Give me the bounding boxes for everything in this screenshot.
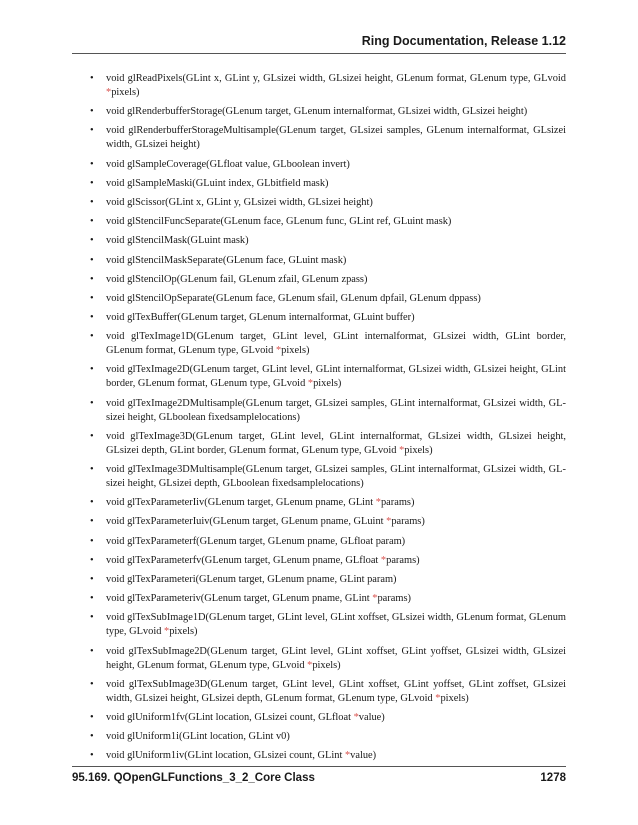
bullet-icon: • (90, 554, 94, 566)
function-signature: void glTexImage2DMultisample(GLenum target, GLsizei samples, GLint internalformat, GLsizei width, GL-sizei height, GLboolean fixedsamplelocations) (106, 397, 566, 423)
function-signature-tail: params) (386, 554, 420, 566)
bullet-icon: • (90, 364, 94, 376)
bullet-icon: • (90, 106, 94, 118)
pointer-asterisk: * (353, 711, 359, 723)
list-item (88, 463, 566, 491)
bullet-icon: • (90, 273, 94, 285)
list-item (88, 554, 566, 568)
function-signature: void glTexImage3D(GLenum target, GLint level, GLint internalformat, GLsizei width, GLsizei height, GLsizei depth, GLint border, GLenum format, GLenum type, GLvoid (106, 430, 566, 456)
bullet-icon: • (90, 750, 94, 762)
function-signature: void glScissor(GLint x, GLint y, GLsizei width, GLsizei height) (106, 196, 373, 208)
function-signature: void glTexParameterfv(GLenum target, GLenum pname, GLfloat (106, 554, 381, 566)
list-item (88, 215, 566, 229)
bullet-icon: • (90, 464, 94, 475)
list-item (88, 645, 566, 673)
bullet-icon: • (90, 73, 94, 84)
pointer-asterisk: * (435, 692, 441, 704)
footer-section-title: 95.169. QOpenGLFunctions_3_2_Core Class (72, 772, 315, 784)
list-item (88, 397, 566, 425)
function-signature: void glReadPixels(GLint x, GLint y, GLsizei width, GLsizei height, GLenum format, GLenum type, GLvoid (106, 73, 566, 84)
function-signature-tail: pixels) (169, 626, 198, 638)
function-signature: void glStencilMaskSeparate(GLenum face, GLuint mask) (106, 254, 347, 266)
function-signature-tail: value) (350, 750, 377, 762)
list-item (88, 311, 566, 325)
function-signature-tail: pixels) (404, 444, 433, 456)
function-list (88, 72, 566, 768)
footer-divider (72, 766, 566, 767)
bullet-icon: • (90, 678, 94, 690)
bullet-icon: • (90, 612, 94, 624)
pointer-asterisk: * (307, 659, 313, 671)
function-signature: void glUniform1iv(GLint location, GLsizei count, GLint (106, 750, 345, 762)
bullet-icon: • (90, 312, 94, 324)
bullet-icon: • (90, 711, 94, 723)
function-signature: void glTexImage1D(GLenum target, GLint level, GLint internalformat, GLsizei width, GLint border, GLenum format, GLenum type, GLvoid (106, 331, 566, 357)
list-item (88, 292, 566, 306)
list-item (88, 177, 566, 191)
page-number: 1278 (540, 772, 566, 784)
pointer-asterisk: * (307, 378, 314, 390)
function-signature: void glTexParameterIiv(GLenum target, GLenum pname, GLint (106, 497, 376, 509)
list-item (88, 573, 566, 587)
bullet-icon: • (90, 645, 94, 657)
list-item (88, 730, 566, 744)
function-signature: void glRenderbufferStorageMultisample(GLenum target, GLsizei samples, GLenum internalformat, GLsizei width, GLsizei height) (106, 125, 566, 151)
page-header-title: Ring Documentation, Release 1.12 (361, 34, 566, 48)
list-item (88, 749, 566, 763)
function-signature: void glStencilOpSeparate(GLenum face, GLenum sfail, GLenum dpfail, GLenum dppass) (106, 292, 481, 304)
function-signature-tail: value) (358, 711, 385, 723)
function-signature-tail: pixels) (111, 87, 140, 98)
function-signature: void glTexSubImage1D(GLenum target, GLint level, GLint xoffset, GLsizei width, GLenum format, GLenum type, GLvoid (106, 612, 566, 638)
function-signature-tail: params) (391, 516, 425, 528)
bullet-icon: • (90, 593, 94, 605)
function-signature: void glSampleMaski(GLuint index, GLbitfield mask) (106, 177, 329, 189)
bullet-icon: • (90, 331, 94, 343)
bullet-icon: • (90, 235, 94, 247)
function-signature: void glTexImage2D(GLenum target, GLint level, GLint internalformat, GLsizei width, GLsizei height, GLint border, GLenum format, GLenum type, GLvoid (106, 364, 566, 390)
bullet-icon: • (90, 158, 94, 170)
function-signature: void glTexSubImage3D(GLenum target, GLint level, GLint xoffset, GLint yoffset, GLint zoffset, GLsizei width, GLsizei height, GLsizei depth, GLenum format, GLenum type, GLvoid (106, 678, 566, 704)
bullet-icon: • (90, 497, 94, 509)
pointer-asterisk: * (106, 87, 112, 98)
pointer-asterisk: * (275, 345, 282, 357)
list-item (88, 496, 566, 510)
bullet-icon: • (90, 254, 94, 266)
list-item (88, 158, 566, 172)
function-signature-tail: pixels) (440, 692, 469, 704)
function-signature: void glSampleCoverage(GLfloat value, GLboolean invert) (106, 158, 350, 170)
function-signature: void glRenderbufferStorage(GLenum target, GLenum internalformat, GLsizei width, GLsizei height) (106, 106, 528, 118)
list-item (88, 592, 566, 606)
list-item (88, 535, 566, 549)
bullet-icon: • (90, 516, 94, 528)
list-item (88, 611, 566, 639)
pointer-asterisk: * (344, 750, 351, 762)
pointer-asterisk: * (380, 554, 387, 566)
bullet-icon: • (90, 535, 94, 547)
list-item (88, 430, 566, 458)
pointer-asterisk: * (375, 497, 381, 509)
list-item (88, 711, 566, 725)
pointer-asterisk: * (372, 593, 378, 605)
list-item (88, 234, 566, 248)
bullet-icon: • (90, 196, 94, 208)
function-signature: void glStencilFuncSeparate(GLenum face, GLenum func, GLint ref, GLuint mask) (106, 216, 452, 228)
function-signature-tail: params) (380, 497, 415, 509)
function-signature: void glTexImage3DMultisample(GLenum target, GLsizei samples, GLint internalformat, GLsizei width, GL-sizei height, GLsizei depth, GLboolean fixedsamplelocations) (106, 464, 566, 489)
function-signature: void glUniform1fv(GLint location, GLsizei count, GLfloat (106, 711, 354, 723)
bullet-icon: • (90, 125, 94, 137)
list-item (88, 515, 566, 529)
function-signature: void glTexParameterf(GLenum target, GLenum pname, GLfloat param) (106, 535, 406, 547)
list-item (88, 196, 566, 210)
header-divider (72, 53, 566, 54)
list-item (88, 330, 566, 358)
bullet-icon: • (90, 430, 94, 442)
bullet-icon: • (90, 731, 94, 743)
function-signature: void glTexBuffer(GLenum target, GLenum internalformat, GLuint buffer) (106, 312, 415, 324)
function-signature-tail: pixels) (313, 378, 342, 390)
function-signature-tail: pixels) (312, 659, 341, 671)
bullet-icon: • (90, 573, 94, 585)
list-item (88, 273, 566, 287)
list-item (88, 105, 566, 119)
function-signature: void glStencilMask(GLuint mask) (106, 235, 249, 247)
function-signature: void glUniform1i(GLint location, GLint v0) (106, 731, 290, 743)
function-signature: void glTexParameteriv(GLenum target, GLenum pname, GLint (106, 593, 373, 605)
function-signature: void glTexParameteri(GLenum target, GLenum pname, GLint param) (106, 573, 397, 585)
pointer-asterisk: * (164, 626, 170, 638)
bullet-icon: • (90, 177, 94, 189)
function-signature: void glTexParameterIuiv(GLenum target, GLenum pname, GLuint (106, 516, 387, 528)
list-item (88, 363, 566, 391)
list-item (88, 72, 566, 100)
bullet-icon: • (90, 216, 94, 228)
list-item (88, 678, 566, 706)
function-signature-tail: params) (377, 593, 411, 605)
function-signature-tail: pixels) (281, 345, 310, 357)
pointer-asterisk: * (399, 444, 405, 456)
bullet-icon: • (90, 397, 94, 409)
list-item (88, 124, 566, 152)
function-signature: void glTexSubImage2D(GLenum target, GLint level, GLint xoffset, GLint yoffset, GLsizei width, GLsizei height, GLenum format, GLenum type, GLvoid (106, 645, 566, 671)
pointer-asterisk: * (386, 516, 392, 528)
bullet-icon: • (90, 292, 94, 304)
list-item (88, 254, 566, 268)
function-signature: void glStencilOp(GLenum fail, GLenum zfail, GLenum zpass) (106, 273, 368, 285)
